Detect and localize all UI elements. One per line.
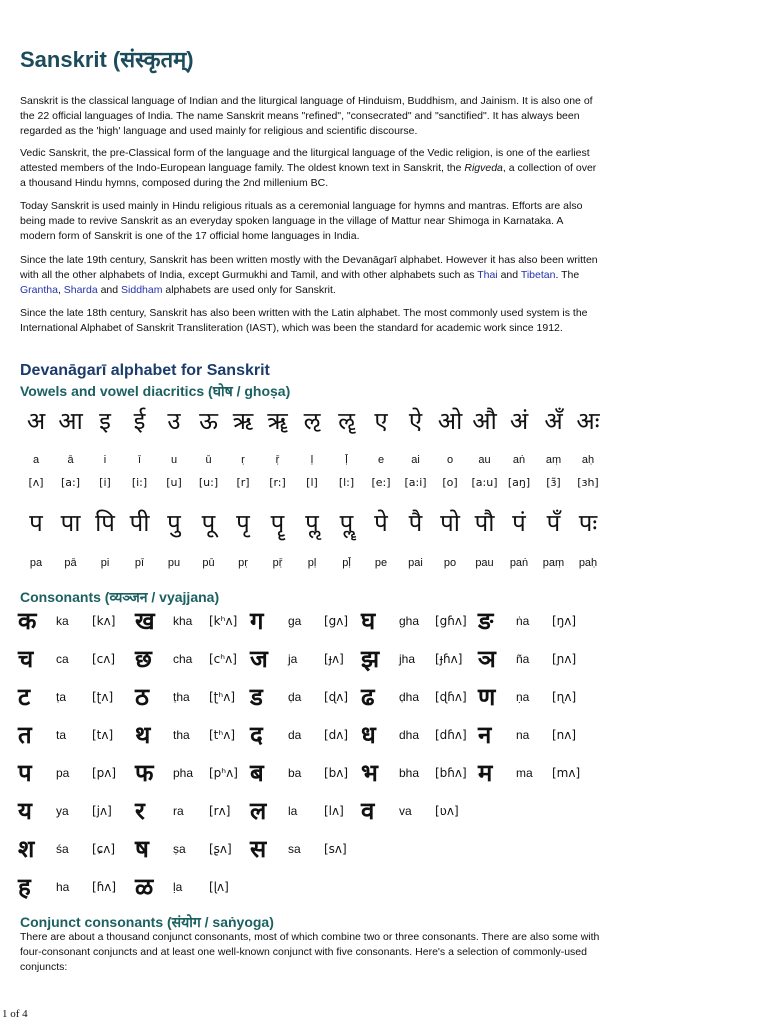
vowel-translit-0: a	[32, 454, 40, 466]
consonant-glyph: फ	[135, 759, 154, 787]
link-grantha[interactable]: Grantha	[20, 284, 58, 296]
vowel-glyph-8: ऌ	[303, 407, 321, 435]
vowel-ipa-14: [aŋ]	[507, 476, 531, 489]
link-sharda[interactable]: Sharda	[63, 284, 98, 296]
consonant-glyph: ठ	[135, 683, 149, 711]
consonant-ipa: [ʂʌ]	[209, 842, 232, 856]
diacritic-glyph-15: पँ	[546, 509, 561, 537]
vowel-glyph-6: ऋ	[232, 407, 254, 435]
consonant-ipa: [kʌ]	[92, 614, 116, 628]
consonant-ipa: [ɟɦʌ]	[435, 652, 463, 666]
consonant-translit: jha	[399, 652, 416, 666]
vowel-glyph-2: इ	[99, 407, 111, 435]
vowel-ipa-8: [l]	[306, 476, 318, 489]
vowel-translit-7: ṝ	[275, 454, 280, 466]
vowel-glyph-14: अं	[509, 407, 529, 435]
consonant-ipa: [ʈʌ]	[92, 690, 114, 704]
consonant-ipa: [ʋʌ]	[435, 804, 459, 818]
consonant-glyph: ब	[250, 759, 264, 787]
diacritic-translit-4: pu	[167, 557, 181, 569]
vowel-translit-2: i	[103, 454, 107, 466]
consonant-translit: cha	[173, 652, 193, 666]
consonant-glyph: ज	[250, 645, 268, 673]
consonant-ipa: [mʌ]	[552, 766, 581, 780]
vowel-ipa-11: [a:i]	[404, 476, 427, 489]
consonant-ipa: [ɟʌ]	[324, 652, 344, 666]
vowel-translit-16: aḥ	[581, 454, 595, 466]
vowel-ipa-9: [l:]	[338, 476, 355, 489]
diacritic-glyph-2: पि	[95, 509, 115, 537]
vowel-ipa-2: [i]	[99, 476, 111, 489]
consonant-glyph: य	[18, 797, 32, 825]
consonant-translit: ya	[56, 804, 69, 818]
link-thai[interactable]: Thai	[477, 269, 498, 281]
consonant-ipa: [ɕʌ]	[92, 842, 116, 856]
consonant-ipa: [gʌ]	[324, 614, 349, 628]
diacritic-glyph-row	[18, 508, 602, 538]
consonant-glyph: श	[18, 835, 35, 863]
consonant-row	[18, 682, 618, 714]
diacritic-translit-0: pa	[29, 557, 43, 569]
diacritic-glyph-10: पे	[374, 509, 388, 537]
consonant-row	[18, 606, 618, 638]
diacritic-glyph-7: पॄ	[270, 509, 285, 537]
consonant-glyph: भ	[361, 759, 378, 787]
diacritic-translit-16: paḥ	[578, 557, 598, 569]
diacritic-glyph-8: पॢ	[305, 509, 319, 537]
vowel-translit-8: ḷ	[310, 454, 314, 466]
consonant-translit: bha	[399, 766, 420, 780]
consonant-glyph: घ	[361, 607, 376, 635]
conjunct-heading: Conjunct consonants (संयोग / saṅyoga)	[20, 914, 274, 930]
consonant-row	[18, 834, 618, 866]
consonant-row	[18, 720, 618, 752]
consonant-translit: ḷa	[173, 880, 183, 894]
vowel-ipa-5: [u:]	[198, 476, 219, 489]
vowel-ipa-0: [ʌ]	[28, 476, 44, 489]
vowel-ipa-4: [u]	[166, 476, 182, 489]
vowel-translit-1: ā	[67, 454, 74, 466]
consonant-ipa: [pʰʌ]	[209, 766, 238, 780]
consonant-glyph: स	[250, 835, 267, 863]
consonant-glyph: ञ	[478, 645, 496, 673]
consonants-heading: Consonants (व्यञ्जन / vyajjana)	[20, 589, 220, 605]
consonant-glyph: म	[478, 759, 493, 787]
consonant-translit: ca	[56, 652, 69, 666]
diacritic-glyph-11: पै	[408, 509, 423, 537]
consonant-translit: ha	[56, 880, 70, 894]
vowel-glyph-7: ॠ	[267, 407, 288, 435]
consonant-translit: dha	[399, 728, 420, 742]
consonant-ipa: [gɦʌ]	[435, 614, 467, 628]
consonant-glyph: ध	[361, 721, 376, 749]
diacritic-translit-3: pī	[134, 557, 145, 569]
vowel-glyph-row	[18, 406, 602, 436]
vowel-glyph-0: अ	[26, 407, 46, 435]
consonant-ipa: [cʌ]	[92, 652, 116, 666]
consonant-ipa: [ɖɦʌ]	[435, 690, 467, 704]
page-title: Sanskrit (संस्कृतम्)	[20, 47, 194, 72]
diacritic-translit-12: po	[443, 557, 457, 569]
consonant-translit: ja	[288, 652, 298, 666]
consonant-glyph: ट	[18, 683, 31, 711]
consonant-ipa: [sʌ]	[324, 842, 347, 856]
vowel-glyph-10: ए	[374, 407, 388, 435]
consonant-translit: ka	[56, 614, 69, 628]
diacritic-translit-5: pū	[202, 557, 215, 569]
consonant-ipa: [rʌ]	[209, 804, 231, 818]
diacritic-translit-10: pe	[374, 557, 388, 569]
consonant-glyph: ह	[18, 873, 31, 901]
vowel-glyph-12: ओ	[437, 407, 463, 435]
diacritic-translit-6: pṛ	[238, 557, 248, 569]
diacritic-translit-2: pi	[100, 557, 110, 569]
vowel-translit-12: o	[446, 454, 454, 466]
consonant-ipa: [tʌ]	[92, 728, 114, 742]
consonant-translit: ra	[173, 804, 184, 818]
vowel-ipa-10: [e:]	[371, 476, 391, 489]
consonant-translit: śa	[56, 842, 69, 856]
consonant-ipa: [ɖʌ]	[324, 690, 349, 704]
consonant-translit: kha	[173, 614, 193, 628]
vowel-glyph-16: अः	[576, 407, 600, 435]
consonant-translit: ṭa	[56, 690, 67, 704]
consonant-ipa: [kʰʌ]	[209, 614, 238, 628]
consonant-glyph: व	[361, 797, 375, 825]
consonant-translit: tha	[173, 728, 190, 742]
consonant-ipa: [lʌ]	[324, 804, 344, 818]
vowel-ipa-6: [r]	[236, 476, 250, 489]
vowel-translit-5: ū	[205, 454, 212, 466]
consonant-translit: ḍha	[399, 690, 420, 704]
vowel-glyph-5: ऊ	[199, 407, 218, 435]
consonant-ipa: [dɦʌ]	[435, 728, 467, 742]
diacritic-translit-14: paṅ	[509, 557, 529, 569]
consonant-glyph: च	[18, 645, 34, 673]
diacritic-glyph-1: पा	[60, 509, 81, 537]
conjunct-paragraph: There are about a thousand conjunct consonants, most of which combine two or three consonants. There are also some with four-consonant conjuncts and at least one well-known conjunct with five consonants. Here's a selection of commonly-used conjuncts:	[20, 931, 600, 973]
consonant-ipa: [dʌ]	[324, 728, 349, 742]
consonant-translit: ṇa	[516, 690, 530, 704]
consonant-translit: sa	[288, 842, 301, 856]
consonant-translit: ba	[288, 766, 302, 780]
consonant-ipa: [ŋʌ]	[552, 614, 577, 628]
diacritic-glyph-5: पू	[201, 509, 216, 537]
alphabet-heading: Devanāgarī alphabet for Sanskrit	[20, 362, 270, 379]
consonant-glyph: ङ	[478, 607, 494, 635]
consonant-ipa: [ʈʰʌ]	[209, 690, 236, 704]
consonant-ipa: [ɭʌ]	[209, 880, 229, 894]
vowel-ipa-13: [a:u]	[471, 476, 498, 489]
consonant-glyph: त	[18, 721, 32, 749]
intro-paragraph-4: Since the late 19th century, Sanskrit has been written mostly with the Devanāgarī alphabet. However it has also been written with all the other alphabets of India, except Gurmukhi and Tamil, and with other alphabets such as Thai and Tibetan. The Grantha, Sharda and Siddham alphabets are used only for Sanskrit.	[20, 254, 598, 296]
consonant-ipa: [ɦʌ]	[92, 880, 117, 894]
vowel-ipa-3: [i:]	[131, 476, 148, 489]
intro-paragraph-3: Today Sanskrit is used mainly in Hindu religious rituals as a ceremonial language for hymns and mantras. Efforts are also being made to revive Sanskrit as an everyday spoken language in the village of Mattur near Shimoga in Karnataka. A modern form of Sanskrit is one of the 17 official home languages in India.	[20, 200, 583, 242]
page-number: 1 of 4	[2, 1008, 28, 1020]
consonant-translit: ṭha	[173, 690, 190, 704]
vowel-translit-3: ī	[137, 454, 142, 466]
consonant-translit: ga	[288, 614, 302, 628]
vowel-glyph-3: ई	[133, 407, 146, 435]
consonant-translit: pha	[173, 766, 194, 780]
rigveda-title: Rigveda	[464, 162, 503, 174]
vowel-ipa-15: [ɜ̃]	[546, 476, 561, 489]
consonant-glyph: झ	[361, 645, 380, 673]
consonant-ipa: [pʌ]	[92, 766, 117, 780]
vowel-ipa-16: [ɜh]	[577, 476, 599, 489]
vowel-glyph-9: ॡ	[338, 407, 355, 435]
intro-paragraph-2: Vedic Sanskrit, the pre-Classical form of the language and the liturgical language of the Vedic religion, is one of the earliest attested members of the Indo-European language family. The oldest known text in Sanskrit, the Rigveda, a collection of over a thousand Hindu hymns, composed during the 2nd millenium BC.	[20, 147, 597, 189]
vowel-ipa-1: [a:]	[60, 476, 81, 489]
diacritic-glyph-0: प	[29, 509, 43, 537]
consonant-glyph: ग	[250, 607, 264, 635]
link-tibetan[interactable]: Tibetan	[520, 269, 556, 281]
intro-paragraph-5: Since the late 18th century, Sanskrit has also been written with the Latin alphabet. The most commonly used system is the International Alphabet of Sanskrit Transliteration (IAST), which was been the standard for academic work since 1912.	[20, 307, 588, 334]
diacritic-glyph-4: पु	[167, 509, 181, 537]
diacritic-translit-7: pṝ	[272, 557, 283, 569]
vowel-glyph-4: उ	[167, 407, 181, 435]
diacritic-glyph-3: पी	[129, 509, 150, 537]
consonant-ipa: [tʰʌ]	[209, 728, 236, 742]
diacritic-translit-13: pau	[475, 557, 494, 569]
consonant-glyph: थ	[135, 721, 151, 749]
consonant-translit: na	[516, 728, 530, 742]
link-siddham[interactable]: Siddham	[121, 284, 163, 296]
consonant-ipa: [bɦʌ]	[435, 766, 467, 780]
consonant-ipa: [nʌ]	[552, 728, 577, 742]
consonant-ipa: [cʰʌ]	[209, 652, 237, 666]
consonant-translit: la	[288, 804, 298, 818]
diacritic-translit-row	[18, 554, 602, 584]
consonant-ipa: [jʌ]	[92, 804, 112, 818]
vowel-ipa-7: [r:]	[269, 476, 286, 489]
vowel-glyph-13: औ	[472, 407, 497, 435]
diacritic-translit-9: pḹ	[342, 557, 351, 569]
intro-paragraph-1: Sanskrit is the classical language of Indian and the liturgical language of Hinduism, Buddhism, and Jainism. It is also one of the 22 official languages of India. The name Sanskrit means "refined", "consecrated" and "sanctified". It has always been regarded as the 'high' language and used mainly for religious and scientific discourse.	[20, 95, 593, 137]
diacritic-glyph-14: पं	[512, 509, 526, 537]
diacritic-glyph-6: पृ	[236, 509, 250, 537]
diacritic-glyph-16: पः	[578, 509, 598, 537]
vowel-translit-10: e	[377, 454, 385, 466]
consonant-translit: ña	[516, 652, 530, 666]
diacritic-glyph-9: पॣ	[339, 509, 354, 537]
consonant-translit: da	[288, 728, 302, 742]
consonant-translit: ta	[56, 728, 67, 742]
consonant-row	[18, 644, 618, 676]
consonant-glyph: छ	[135, 645, 152, 673]
vowel-glyph-11: ऐ	[408, 407, 423, 435]
consonant-glyph: ष	[135, 835, 149, 863]
vowel-glyph-1: आ	[58, 407, 83, 435]
diacritic-translit-11: pai	[408, 557, 423, 569]
consonant-ipa: [bʌ]	[324, 766, 349, 780]
consonant-glyph: ण	[478, 683, 496, 711]
vowel-translit-11: ai	[411, 454, 420, 466]
consonant-glyph: क	[18, 607, 37, 635]
diacritic-translit-1: pā	[64, 557, 77, 569]
consonant-glyph: प	[18, 759, 32, 787]
consonant-translit: gha	[399, 614, 420, 628]
consonant-translit: pa	[56, 766, 70, 780]
consonant-ipa: [ɳʌ]	[552, 690, 577, 704]
consonant-glyph: न	[478, 721, 492, 749]
consonant-glyph: ल	[250, 797, 267, 825]
diacritic-translit-15: paṃ	[542, 557, 565, 569]
consonant-translit: ṅa	[516, 614, 530, 628]
consonant-row	[18, 796, 618, 828]
vowel-ipa-12: [o]	[442, 476, 458, 489]
consonant-translit: ma	[516, 766, 533, 780]
consonant-row	[18, 872, 618, 904]
vowel-translit-9: ḹ	[345, 454, 348, 466]
vowel-translit-4: u	[170, 454, 178, 466]
vowel-ipa-row	[18, 474, 602, 504]
diacritic-translit-8: pḷ	[307, 557, 317, 569]
consonant-ipa: [ɲʌ]	[552, 652, 577, 666]
consonant-glyph: द	[250, 721, 263, 749]
consonant-translit: ṣa	[173, 842, 186, 856]
diacritic-glyph-12: पो	[440, 509, 460, 537]
diacritic-glyph-13: पौ	[474, 509, 495, 537]
vowel-translit-15: aṃ	[545, 454, 562, 466]
consonant-translit: va	[399, 804, 412, 818]
consonant-row	[18, 758, 618, 790]
consonant-glyph: ढ	[361, 683, 375, 711]
vowels-heading: Vowels and vowel diacritics (घोष / ghoṣa)	[20, 383, 291, 399]
consonant-translit: ḍa	[288, 690, 302, 704]
consonant-glyph: ड	[250, 683, 263, 711]
consonant-glyph: ळ	[135, 873, 154, 901]
vowel-translit-14: aṅ	[512, 454, 526, 466]
vowel-translit-13: au	[478, 454, 491, 466]
vowel-translit-6: ṛ	[241, 454, 245, 466]
consonant-glyph: ख	[135, 607, 155, 635]
vowel-glyph-15: अँ	[544, 407, 563, 435]
consonant-glyph: र	[135, 797, 145, 825]
